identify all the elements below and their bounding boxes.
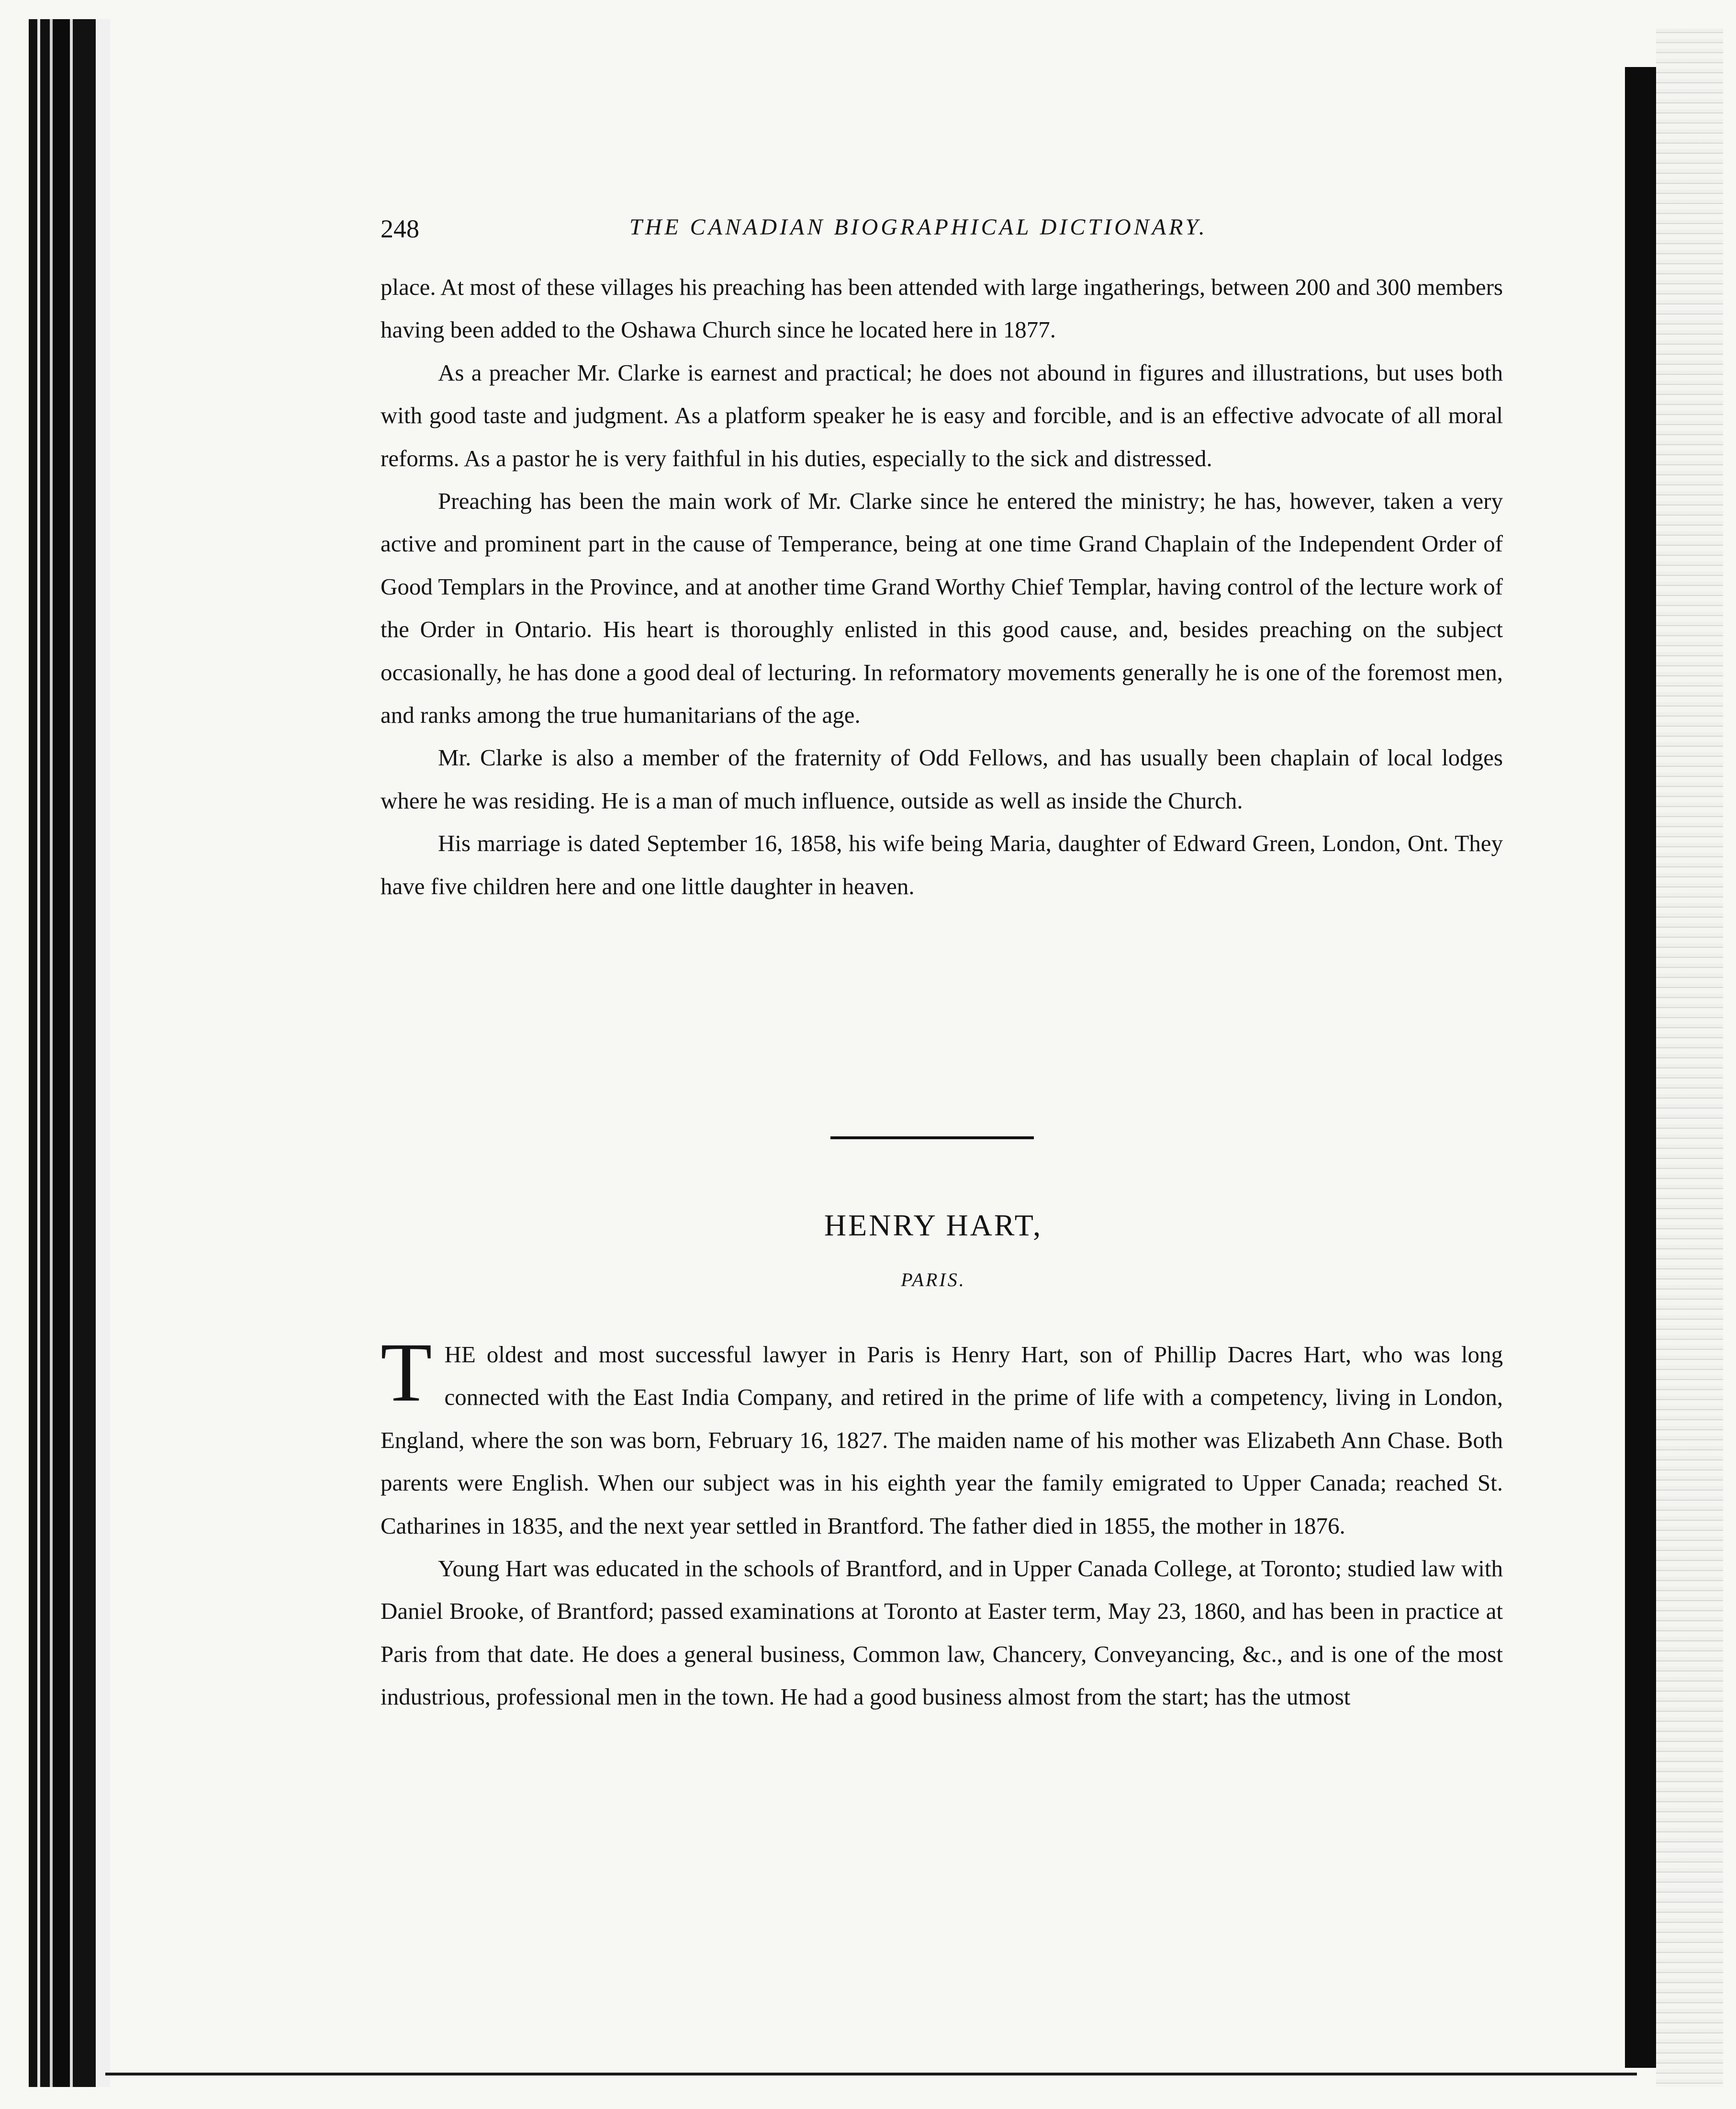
paragraph: place. At most of these villages his preaching has been attended with large ingatherings, between 200 and 300 members having been added to the Oshawa Church since he located here in 1877.: [381, 274, 1503, 343]
paragraph: Mr. Clarke is also a member of the fraternity of Odd Fellows, and has usually been chaplain of local lodges where he was residing. He is a man of much influence, outside as well as inside the Church.: [381, 744, 1503, 814]
paragraph: [381, 1326, 1503, 1547]
paragraph: His marriage is dated September 16, 1858, his wife being Maria, daughter of Edward Green, London, Ont. They have five children here and one little daughter in heaven.: [381, 830, 1503, 899]
page-number: 248: [381, 214, 419, 243]
bottom-edge-line: [105, 2073, 1637, 2075]
paragraph: As a preacher Mr. Clarke is earnest and practical; he does not abound in figures and illustrations, but uses both with good taste and judgment. As a platform speaker he is easy and forcible, and is an effective advocate of all moral reforms. As a pastor he is very faithful in his duties, especially to the sick and distressed.: [381, 359, 1503, 471]
section-divider: [830, 1136, 1034, 1139]
page-edge-speckle: [1656, 29, 1723, 2087]
running-title: THE CANADIAN BIOGRAPHICAL DICTIONARY.: [629, 214, 1208, 240]
paragraph: Preaching has been the main work of Mr. Clarke since he entered the ministry; he has, however, taken a very active and prominent part in the cause of Temperance, being at one time Grand Chaplain of the Independent Order of Good Templars in the Province, and at another time Grand Worthy Chief Templar, having control of the lecture work of the Order in Ontario. His heart is thoroughly enlisted in this good cause, and, besides preaching on the subject occasionally, he has done a good deal of lecturing. In reformatory movements generally he is one of the foremost men, and ranks among the true humanitarians of the age.: [381, 488, 1503, 729]
article-title: HENRY HART,: [824, 1208, 1043, 1242]
article-text: [381, 1326, 1503, 1718]
book-spine-shadow: [29, 19, 110, 2087]
first-paragraph-text: HE oldest and most successful lawyer in Paris is Henry Hart, son of Phillip Dacres Hart, who was long connected with the East India Company, and retired in the prime of life with a competency, living in London, England, where the son was born, February 16, 1827. The maiden name of his mother was Elizabeth Ann Chase. Both parents were English. When our subject was in his eighth year the family emigrated to Upper Canada; reached St. Catharines in 1835, and the next year settled in Brantford. The father died in 1855, the mother in 1876.: [381, 1341, 1503, 1539]
previous-article-text: [381, 266, 1503, 908]
paragraph: Young Hart was educated in the schools of Brantford, and in Upper Canada College, at Toronto; studied law with Daniel Brooke, of Brantford; passed examinations at Toronto at Easter term, May 23, 1860, and has been in practice at Paris from that date. He does a general business, Common law, Chancery, Conveyancing, &c., and is one of the most industrious, professional men in the town. He had a good business almost from the start; has the utmost: [381, 1555, 1503, 1710]
article-place: PARIS.: [901, 1269, 966, 1290]
running-head: [381, 214, 1615, 247]
drop-cap: T: [381, 1326, 432, 1419]
page-edge-shadow: [1625, 67, 1656, 2068]
